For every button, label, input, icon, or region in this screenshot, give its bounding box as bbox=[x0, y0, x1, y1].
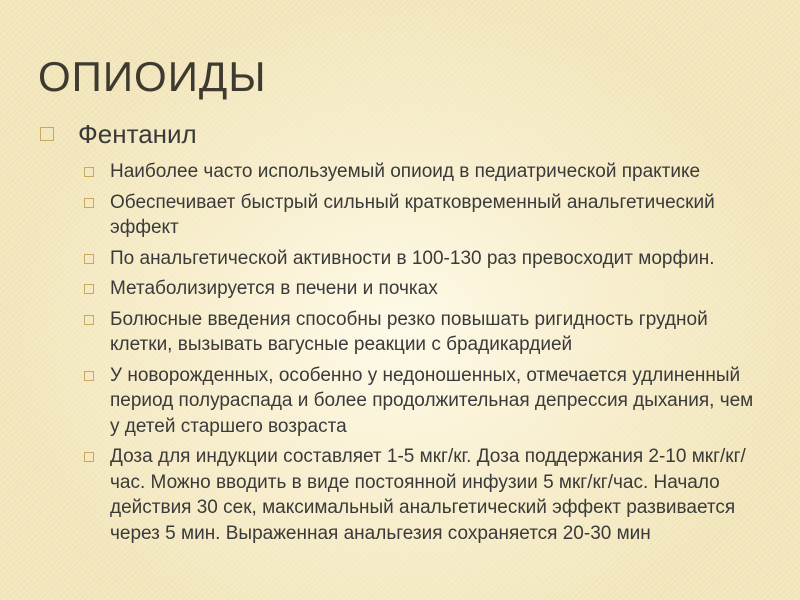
square-bullet-icon bbox=[84, 371, 94, 381]
list-item bbox=[84, 276, 764, 302]
level1-text: Фентанил bbox=[78, 119, 197, 149]
square-bullet-icon bbox=[40, 127, 54, 141]
square-bullet-icon bbox=[84, 198, 94, 208]
list-item bbox=[84, 190, 764, 241]
level1-bullet-item bbox=[40, 118, 780, 150]
list-item bbox=[84, 444, 764, 546]
square-bullet-icon bbox=[84, 284, 94, 294]
list-item-text: Наиболее часто используемый опиоид в педиатрической практике bbox=[110, 161, 701, 182]
list-item-text: По анальгетической активности в 100-130 раз превосходит морфин. bbox=[110, 247, 715, 269]
list-item bbox=[84, 307, 764, 358]
list-item-text: Метаболизируется в печени и почках bbox=[110, 278, 438, 299]
list-item bbox=[84, 246, 764, 272]
square-bullet-icon bbox=[84, 167, 94, 177]
bullet-list bbox=[84, 159, 764, 551]
square-bullet-icon bbox=[84, 452, 94, 462]
square-bullet-icon bbox=[84, 315, 94, 325]
square-bullet-icon bbox=[84, 254, 94, 264]
list-item bbox=[84, 363, 764, 440]
list-item-text: Обеспечивает быстрый сильный кратковременный анальгетический эффект bbox=[110, 191, 715, 238]
slide-title: ОПИОИДЫ bbox=[38, 53, 267, 100]
list-item-text: Доза для индукции составляет 1-5 мкг/кг. Доза поддержания 2-10 мкг/кг/час. Можно вводить в виде постоянной инфузии 5 мкг/кг/час. Начало действия 30 сек, максимальный анальгетический эффект развивается через 5 мин. Выраженная анальгезия сохраняется 20-30 мин bbox=[110, 446, 746, 544]
list-item-text: У новорожденных, особенно у недоношенных, отмечается удлиненный период полураспада и более продолжительная депрессия дыхания, чем у детей старшего возраста bbox=[110, 364, 754, 437]
list-item-text: Болюсные введения способны резко повышать ригидность грудной клетки, вызывать вагусные реакции с брадикардией bbox=[110, 308, 708, 355]
list-item bbox=[84, 159, 764, 185]
